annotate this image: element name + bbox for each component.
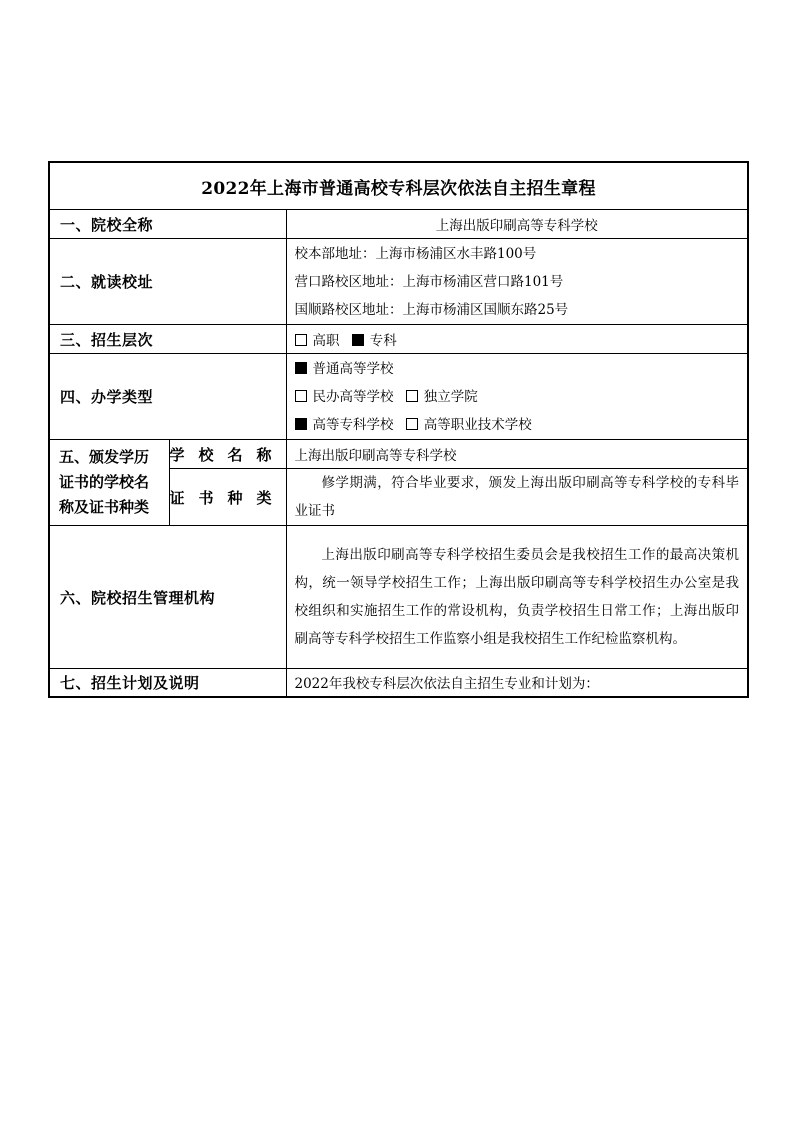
- level-label: 三、招生层次: [49, 325, 286, 354]
- level-row: [49, 325, 748, 354]
- school-type-options: [286, 354, 748, 440]
- school-name-value: 上海出版印刷高等专科学校: [286, 210, 748, 239]
- checkbox-icon: [295, 362, 307, 374]
- campus-addresses: [286, 239, 748, 325]
- checkbox-icon: [406, 418, 418, 430]
- certificate-label-line: 五、颁发学历: [59, 448, 150, 466]
- school-name-label: 一、院校全称: [49, 210, 286, 239]
- school-type-option-label: 高等职业技术学校: [423, 416, 532, 433]
- management-label: 六、院校招生管理机构: [49, 526, 286, 669]
- title-row: [49, 162, 748, 210]
- document-title: 2022年上海市普通高校专科层次依法自主招生章程: [49, 162, 748, 210]
- plan-text: 2022年我校专科层次依法自主招生专业和计划为：: [286, 669, 748, 697]
- school-type-row: [49, 354, 748, 440]
- level-option-label: 专科: [369, 333, 397, 349]
- checkbox-icon: [295, 334, 307, 346]
- certificate-type-value: 修学期满，符合毕业要求，颁发上海出版印刷高等专科学校的专科毕业证书: [286, 469, 748, 526]
- school-type-label: 四、办学类型: [49, 354, 286, 440]
- school-type-option-label: 高等专科学校: [312, 416, 394, 433]
- certificate-name-row: [49, 440, 748, 469]
- campus-row: [49, 239, 748, 325]
- plan-row: [49, 669, 748, 697]
- checkbox-icon: [352, 334, 364, 346]
- checkbox-icon: [295, 418, 307, 430]
- checkbox-icon: [295, 390, 307, 402]
- certificate-label-line: 证书的学校名: [59, 473, 150, 491]
- campus-label: 二、就读校址: [49, 239, 286, 325]
- campus-address: 校本部地址：上海市杨浦区水丰路100号: [294, 245, 537, 262]
- management-text: 上海出版印刷高等专科学校招生委员会是我校招生工作的最高决策机构，统一领导学校招生工作；上海出版印刷高等专科学校招生办公室是我校组织和实施招生工作的常设机构，负责学校招生日常工作；上海出版印刷高等专科学校招生工作监察小组是我校招生工作纪检监察机构。: [286, 526, 748, 669]
- certificate-label-line: 称及证书种类: [59, 498, 150, 516]
- plan-label: 七、招生计划及说明: [49, 669, 286, 697]
- school-type-option-label: 民办高等学校: [312, 388, 394, 405]
- certificate-label: [49, 440, 169, 526]
- checkbox-icon: [406, 390, 418, 402]
- level-options: [286, 325, 748, 354]
- school-name-row: [49, 210, 748, 239]
- charter-table: [48, 161, 749, 698]
- campus-address: 国顺路校区地址：上海市杨浦区国顺东路25号: [294, 301, 569, 318]
- campus-address: 营口路校区地址：上海市杨浦区营口路101号: [294, 273, 564, 290]
- school-type-option-label: 普通高等学校: [312, 360, 394, 377]
- level-option-label: 高职: [312, 333, 340, 349]
- certificate-name-value: 上海出版印刷高等专科学校: [286, 440, 748, 469]
- school-type-option-label: 独立学院: [423, 388, 478, 405]
- certificate-name-label: 学校名称: [169, 440, 286, 469]
- certificate-type-label: 证书种类: [169, 469, 286, 526]
- management-row: [49, 526, 748, 669]
